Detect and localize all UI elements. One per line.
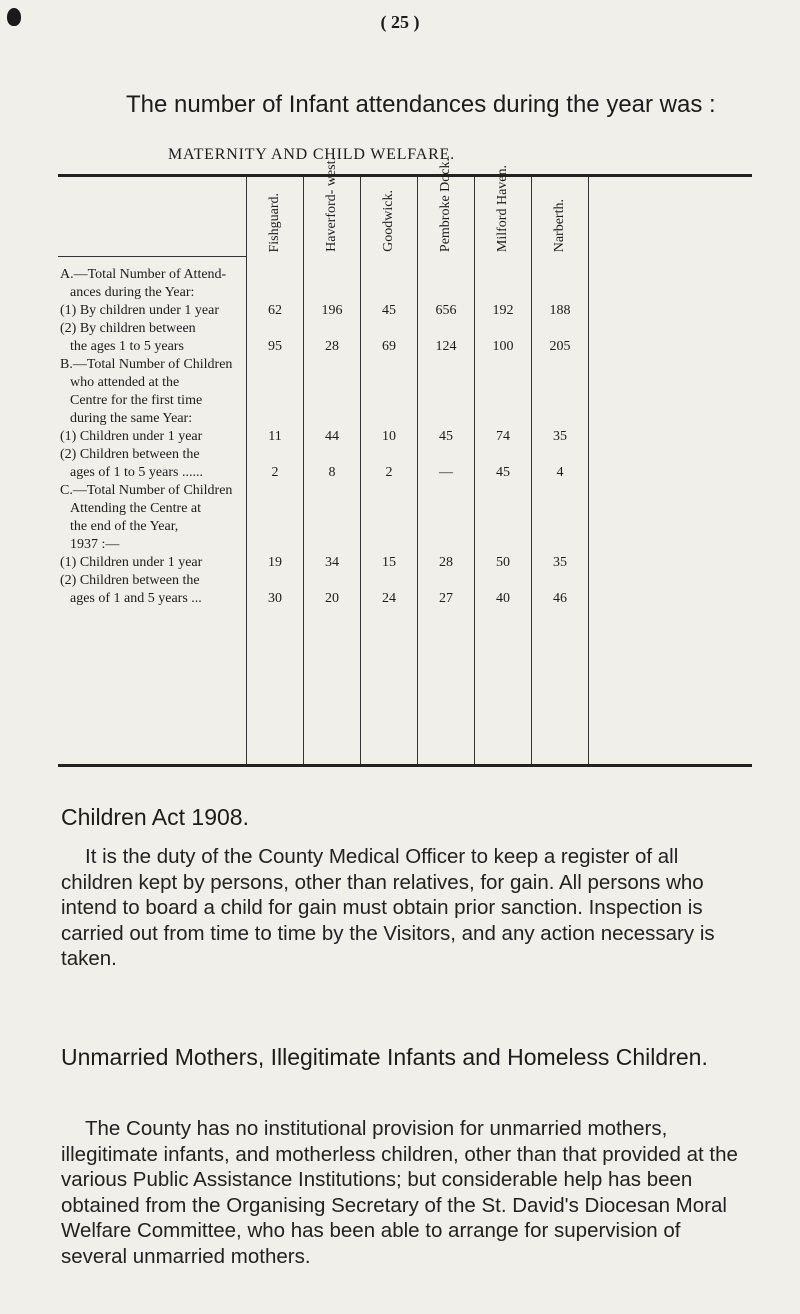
row-label: (2) Children between the xyxy=(60,447,200,462)
table-top-rule xyxy=(58,174,752,177)
table-cell: 20 xyxy=(325,591,339,606)
table-cell: 192 xyxy=(492,303,514,318)
page-number: ( 25 ) xyxy=(380,12,420,32)
table-cell: 74 xyxy=(496,429,510,444)
table-cell: 24 xyxy=(382,591,396,606)
table-cell: 69 xyxy=(382,339,396,354)
table-cell: 2 xyxy=(271,465,279,480)
children-act-heading: Children Act 1908. xyxy=(61,804,249,830)
table-cell: 188 xyxy=(549,303,571,318)
row-label: (2) Children between the xyxy=(60,573,200,588)
table-cell: 205 xyxy=(549,339,571,354)
row-label: who attended at the xyxy=(70,375,180,390)
row-label: ages of 1 and 5 years ... xyxy=(70,591,202,606)
table-cell: 45 xyxy=(496,465,510,480)
table-cell: 40 xyxy=(496,591,510,606)
table-cell: 8 xyxy=(328,465,336,480)
section-title: MATERNITY AND CHILD WELFARE. xyxy=(168,146,455,163)
col-header-goodwick: Goodwick. xyxy=(380,190,396,252)
table-cell: 196 xyxy=(321,303,343,318)
intro-line: The number of Infant attendances during the year was : xyxy=(126,91,716,118)
table-cell: 34 xyxy=(325,555,339,570)
row-label: Attending the Centre at xyxy=(70,501,202,516)
table-cell: 27 xyxy=(439,591,453,606)
table-cell: 28 xyxy=(325,339,339,354)
row-label: the end of the Year, xyxy=(70,519,179,534)
table-cell: 50 xyxy=(496,555,510,570)
col-header-milford-haven: Milford Haven. xyxy=(494,164,510,252)
row-label: the ages 1 to 5 years xyxy=(70,339,184,354)
table-header-rule xyxy=(58,256,246,257)
row-label: (1) By children under 1 year xyxy=(60,303,219,318)
table-cell: 15 xyxy=(382,555,396,570)
table-bottom-rule xyxy=(58,764,752,767)
attendance-table xyxy=(58,157,752,768)
table-cell: 45 xyxy=(439,429,453,444)
table-cell: 124 xyxy=(435,339,457,354)
row-label: C.—Total Number of Children xyxy=(60,483,233,498)
table-cell: 30 xyxy=(268,591,282,606)
table-cell: 44 xyxy=(325,429,339,444)
row-label: (2) By children between xyxy=(60,321,196,336)
children-act-paragraph: It is the duty of the County Medical Officer to keep a register of all children kept by persons, other than relatives, for gain. All persons who intend to board a child for gain must obtain prior sanction. Inspection is carried out from time to time by the Visitors, and any action necessary is taken. xyxy=(61,845,715,970)
table-cell: 35 xyxy=(553,429,567,444)
col-header-haverfordwest: Haverford- west. xyxy=(323,157,339,252)
table-cell: 656 xyxy=(435,303,457,318)
table-cell: 19 xyxy=(268,555,282,570)
row-label: (1) Children under 1 year xyxy=(60,429,203,444)
row-label: A.—Total Number of Attend- xyxy=(60,267,227,282)
row-label: B.—Total Number of Children xyxy=(60,357,233,372)
col-header-pembroke-dock: Pembroke Dock. xyxy=(437,157,453,252)
unmarried-mothers-paragraph: The County has no institutional provision for unmarried mothers, illegitimate infants, and motherless children, other than that provided at the various Public Assistance Institutions; but considerable help has been obtained from the Organising Secretary of the St. David's Diocesan Moral Welfare Committee, who has been able to arrange for supervision of several unmarried mothers. xyxy=(61,1117,738,1268)
table-cell: 100 xyxy=(492,339,514,354)
row-label: ages of 1 to 5 years ...... xyxy=(70,465,203,480)
row-label: ances during the Year: xyxy=(70,285,195,300)
col-header-fishguard: Fishguard. xyxy=(266,192,282,252)
table-cell: 46 xyxy=(553,591,567,606)
row-label: (1) Children under 1 year xyxy=(60,555,203,570)
row-label: 1937 :— xyxy=(70,537,120,552)
table-cell: 45 xyxy=(382,303,396,318)
table-cell: 2 xyxy=(385,465,393,480)
table-cell: 28 xyxy=(439,555,453,570)
col-header-narberth: Narberth. xyxy=(551,198,567,252)
table-cell: 10 xyxy=(382,429,396,444)
table-cell: 4 xyxy=(556,465,564,480)
unmarried-mothers-heading: Unmarried Mothers, Illegitimate Infants and Homeless Children. xyxy=(61,1044,708,1070)
table-cell: 95 xyxy=(268,339,282,354)
table-cell: — xyxy=(439,465,453,480)
table-cell: 11 xyxy=(268,429,282,444)
table-cell: 35 xyxy=(553,555,567,570)
row-label: during the same Year: xyxy=(70,411,193,426)
table-cell: 62 xyxy=(268,303,282,318)
row-label: Centre for the first time xyxy=(70,393,203,408)
